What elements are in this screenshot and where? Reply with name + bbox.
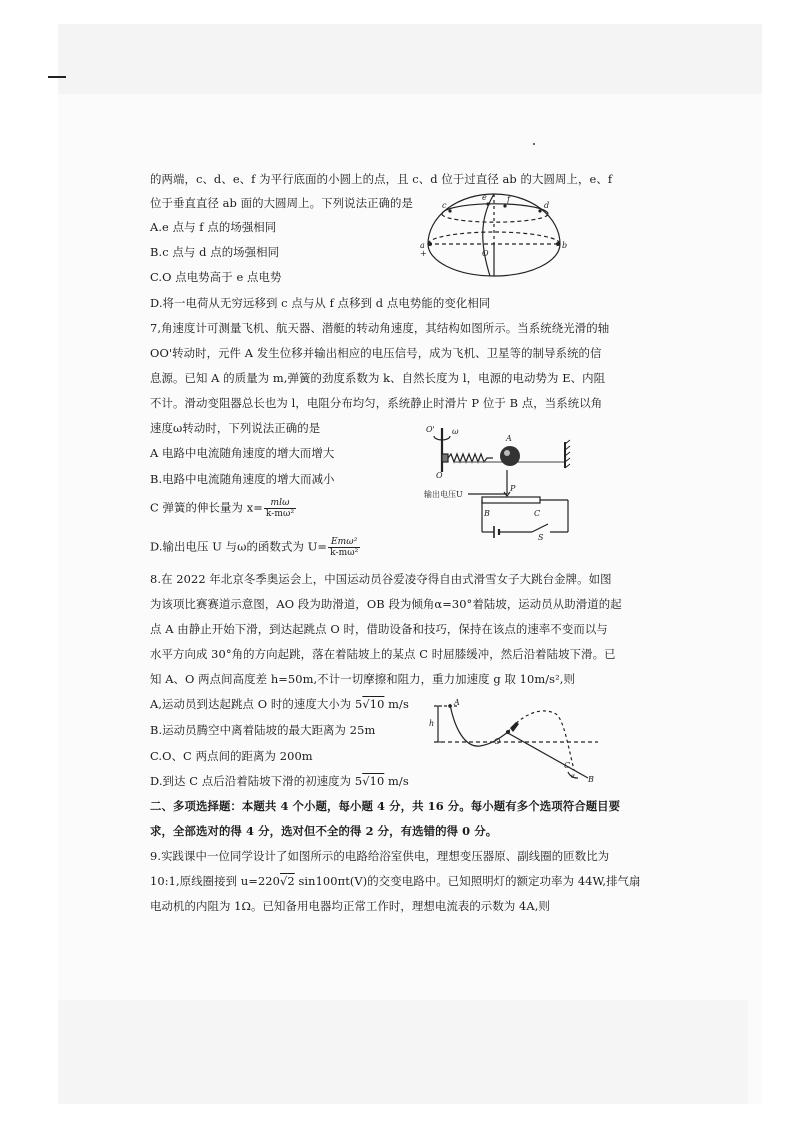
label-o: O [494, 737, 501, 746]
fraction-numerator: mlω [264, 498, 296, 509]
q9-line-2-rest: sin100πt(V)的交变电路中。已知照明灯的额定功率为 44W,排气扇 [294, 874, 641, 888]
label-output-voltage: 输出电压U [424, 490, 463, 499]
q7-option-b: B.电路中电流随角速度的增大而减小 [150, 472, 335, 486]
q7-line-2: OO'转动时，元件 A 发生位移并输出相应的电压信号，成为飞机、卫星等的制导系统的信 [150, 346, 602, 360]
q9-line-3: 电动机的内阻为 1Ω。已知备用电器均正常工作时，理想电流表的示数为 4A,则 [150, 899, 550, 913]
q7-line-3: 息源。已知 A 的质量为 m,弹簧的劲度系数为 k、自然长度为 l，电源的电动势为 E、内阻 [150, 371, 606, 385]
q7-line-1: 7,角速度计可测量飞机、航天器、潜艇的转动角速度，其结构如图所示。当系统绕光滑的轴 [150, 321, 610, 335]
spring [448, 454, 493, 462]
skier-icon [510, 722, 519, 732]
label-f: f [507, 195, 510, 204]
label-e: e [482, 193, 487, 202]
fraction-denominator: k-mω² [330, 548, 359, 558]
q6-line-1: 的两端，c、d、e、f 为平行底面的小圆上的点，且 c、d 位于过直径 ab 的大圆周上，e、f [150, 172, 613, 186]
q6-option-d: D.将一电荷从无穷远移到 c 点与从 f 点移到 d 点电势能的变化相同 [150, 296, 491, 310]
label-a: a [420, 241, 425, 250]
q6-hemisphere-figure [420, 186, 570, 284]
sqrt-radicand: √10 [362, 774, 385, 788]
label-c: C [534, 509, 541, 518]
q9-line-2-text: 10:1,原线圈接到 u=220 [150, 874, 280, 888]
q7-option-a: A 电路中电流随角速度的增大而增大 [150, 446, 335, 460]
label-s: S [538, 533, 544, 542]
label-b: B [588, 775, 594, 784]
scan-header-band [58, 24, 762, 94]
switch [532, 524, 548, 532]
label-alpha: α [571, 773, 576, 780]
sqrt-radicand: √10 [362, 697, 385, 711]
label-o-prime: O' [426, 425, 435, 434]
q8-line-3: 点 A 由静止开始下滑，到达起跳点 O 时，借助设备和技巧，保持在该点的速率不变而以与 [150, 622, 608, 636]
q6-option-b: B.c 点与 d 点的场强相同 [150, 245, 280, 259]
q7-line-4: 不计。滑动变阻器总长也为 l，电阻分布均匀，系统静止时滑片 P 位于 B 点，当系统以角 [150, 396, 603, 410]
label-a: A [454, 698, 460, 707]
radicand-value: 10 [369, 774, 385, 788]
section-2-line-2: 求，全部选对的得 4 分，选对但不全的得 2 分，有选错的得 0 分。 [150, 824, 498, 838]
q6-option-a: A.e 点与 f 点的场强相同 [150, 220, 277, 234]
q9-line-1: 9.实践课中一位同学设计了如图所示的电路给浴室供电，理想变压器原、副线圈的匝数比为 [150, 849, 610, 863]
label-c: C [564, 761, 571, 770]
label-o: O [482, 249, 489, 258]
radicand-value: 10 [369, 697, 385, 711]
q8-option-a [150, 697, 409, 711]
meridian-arc [483, 194, 494, 276]
mass-a [500, 446, 520, 466]
rheostat [482, 497, 540, 503]
unit-label: m/s [384, 697, 409, 711]
sqrt-radicand: √2 [280, 874, 295, 888]
landing-slope [506, 732, 588, 778]
label-a: A [506, 434, 512, 443]
q9-line-2 [150, 874, 641, 888]
small-circle-front [442, 214, 548, 222]
q7-option-c-text: C 弹簧的伸长量为 x= [150, 500, 263, 515]
label-b: B [484, 509, 490, 518]
q7-option-d-fraction [328, 537, 360, 558]
q8-option-b: B.运动员腾空中离着陆坡的最大距离为 25m [150, 723, 376, 737]
label-plus: + [420, 249, 427, 258]
q8-option-a-text: A,运动员到达起跳点 O 时的速度大小为 5 [150, 697, 363, 711]
q8-option-d [150, 774, 409, 788]
unit-label: m/s [384, 774, 409, 788]
q8-option-d-text: D.到达 C 点后沿着陆坡下滑的初速度为 5 [150, 774, 363, 788]
label-d: d [544, 201, 550, 210]
q8-line-4: 水平方向成 30°角的方向起跳，落在着陆坡上的某点 C 时屈膝缓冲，然后沿着陆坡下滑。已 [150, 647, 616, 661]
label-b: b [562, 241, 568, 250]
q8-line-1: 8.在 2022 年北京冬季奥运会上，中国运动员谷爱凌夺得自由式滑雪女子大跳台金牌。如图 [150, 572, 612, 586]
margin-dash [48, 76, 66, 78]
fraction-numerator: Emω² [328, 537, 360, 548]
q7-option-d [150, 537, 360, 558]
q7-option-d-text: D.输出电压 U 与ω的函数式为 U= [150, 539, 328, 554]
q7-angular-velocity-figure [420, 424, 580, 542]
q7-option-c-fraction [264, 498, 296, 519]
label-o: O [436, 471, 443, 480]
q7-line-5: 速度ω转动时，下列说法正确的是 [150, 421, 321, 435]
scan-speck [533, 143, 535, 145]
spring-mount [442, 454, 448, 462]
q8-line-2: 为该项比赛赛道示意图，AO 段为助滑道，OB 段为倾角α=30°着陆坡，运动员从助滑道的起 [150, 597, 622, 611]
small-circle-back [442, 204, 548, 214]
page-background [58, 24, 762, 1104]
q6-line-2: 位于垂直直径 ab 面的大圆周上。下列说法正确的是 [150, 196, 414, 210]
radicand-value: 2 [287, 874, 295, 888]
q8-line-5: 知 A、O 两点间高度差 h=50m,不计一切摩擦和阻力，重力加速度 g 取 10m/s²,则 [150, 672, 576, 686]
q7-option-c [150, 498, 296, 519]
label-h: h [429, 719, 435, 728]
q8-option-c: C.O、C 两点间的距离为 200m [150, 749, 313, 763]
label-omega: ω [452, 427, 459, 436]
fraction-denominator: k-mω² [265, 509, 295, 519]
scan-footer-band [58, 1000, 748, 1104]
q6-option-c: C.O 点电势高于 e 点电势 [150, 270, 282, 284]
label-p: P [510, 484, 516, 493]
q8-ski-jump-figure [428, 692, 600, 784]
section-2-line-1: 二、多项选择题：本题共 4 个小题，每小题 4 分，共 16 分。每小题有多个选项符合题目要 [150, 799, 621, 813]
label-c: c [442, 201, 447, 210]
